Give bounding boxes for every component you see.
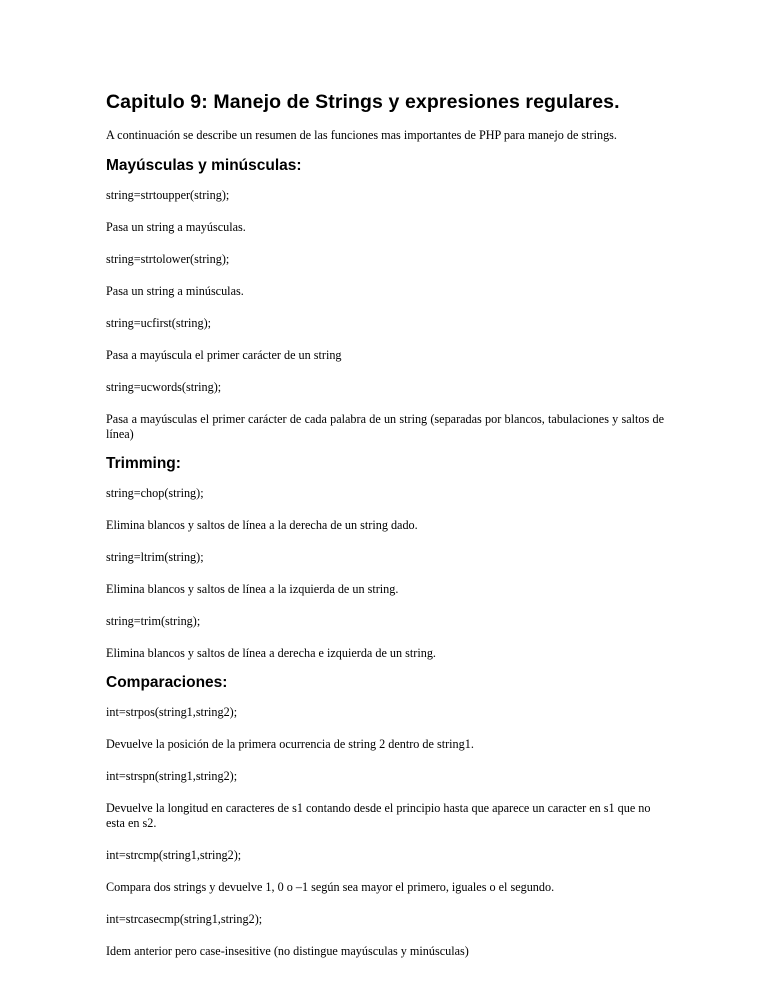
description-line: Pasa un string a mayúsculas. [106, 220, 246, 234]
code-line: int=strcmp(string1,string2); [106, 848, 242, 862]
code-line: string=ltrim(string); [106, 550, 204, 564]
code-line: string=ucfirst(string); [106, 316, 212, 330]
code-line: int=strcasecmp(string1,string2); [106, 912, 263, 926]
description-line: Elimina blancos y saltos de línea a la izquierda de un string. [106, 582, 399, 596]
description-line: Pasa un string a minúsculas. [106, 284, 244, 298]
description-line: Idem anterior pero case-insesitive (no distingue mayúsculas y minúsculas) [106, 944, 469, 958]
intro-paragraph: A continuación se describe un resumen de las funciones mas importantes de PHP para manejo de strings. [106, 128, 617, 142]
code-line: int=strspn(string1,string2); [106, 769, 238, 783]
description-line: Pasa a mayúsculas el primer carácter de cada palabra de un string (separadas por blancos, tabulaciones y saltos de línea) [106, 412, 664, 441]
code-line: string=strtoupper(string); [106, 188, 230, 202]
document-page [106, 90, 664, 976]
code-line: string=strtolower(string); [106, 252, 230, 266]
description-line: Devuelve la longitud en caracteres de s1 contando desde el principio hasta que aparece un caracter en s1 que no esta en s2. [106, 801, 651, 830]
description-line: Elimina blancos y saltos de línea a derecha e izquierda de un string. [106, 646, 436, 660]
description-line: Pasa a mayúscula el primer carácter de un string [106, 348, 342, 362]
description-line: Compara dos strings y devuelve 1, 0 o –1 según sea mayor el primero, iguales o el segundo. [106, 880, 555, 894]
code-line: string=chop(string); [106, 486, 204, 500]
description-line: Elimina blancos y saltos de línea a la derecha de un string dado. [106, 518, 418, 532]
section-heading-trimming: Trimming: [106, 455, 181, 472]
code-line: string=trim(string); [106, 614, 201, 628]
chapter-title: Capitulo 9: Manejo de Strings y expresiones regulares. [106, 91, 620, 113]
section-heading-mayusculas: Mayúsculas y minúsculas: [106, 157, 302, 174]
description-line: Devuelve la posición de la primera ocurrencia de string 2 dentro de string1. [106, 737, 474, 751]
code-line: string=ucwords(string); [106, 380, 222, 394]
section-heading-comparaciones: Comparaciones: [106, 674, 228, 691]
code-line: int=strpos(string1,string2); [106, 705, 238, 719]
